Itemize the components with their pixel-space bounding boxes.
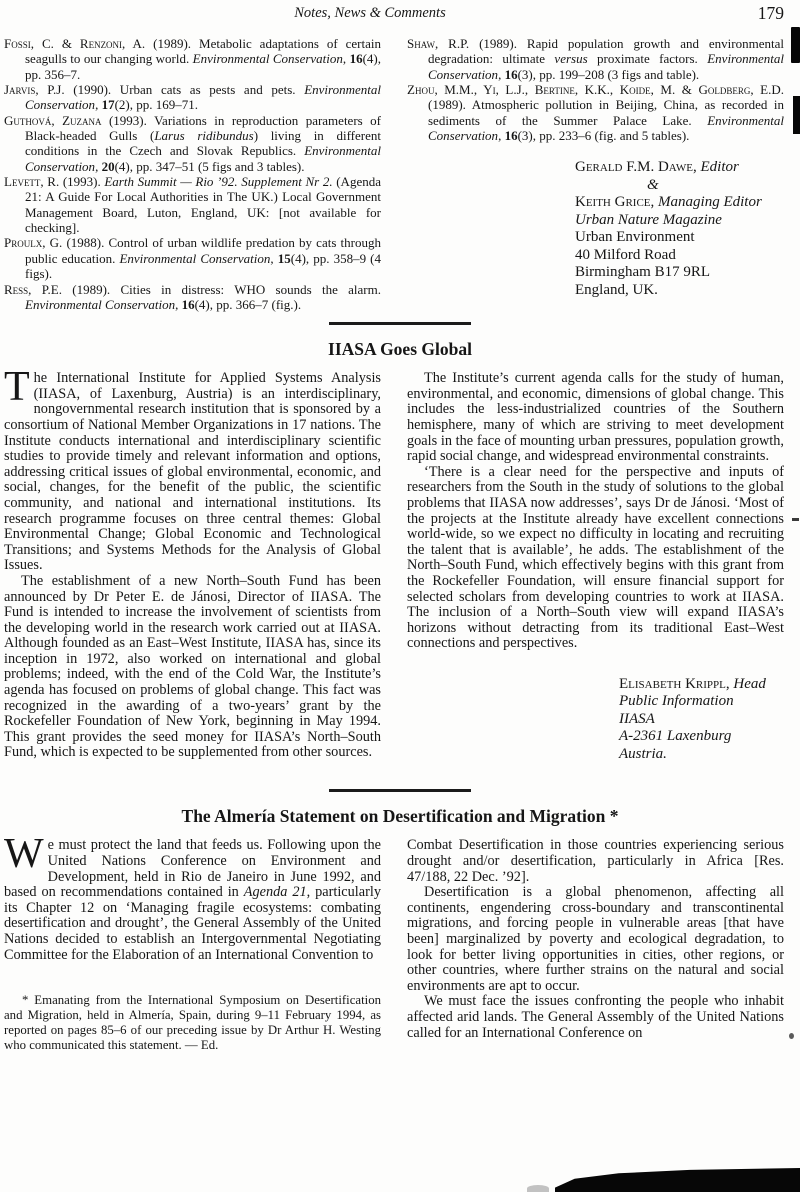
reference-item: Zhou, M.M., Yi, L.J., Bertine, K.K., Koide, M. & Goldberg, E.D. (1989). Atmospheric pollution in Beijing, China, as recorded in sediments of the Summer Palace Lake. Environmental Conservation, 16(3), pp. 233–6 (fig. and 5 tables). bbox=[407, 82, 784, 144]
paragraph: The establishment of a new North–South Fund has been announced by Dr Peter E. de Jánosi, Director of IIASA. The Fund is intended to increase the involvement of scientists from the developing world in the research work carried out at IIASA. Although founded as an East–West Institute, IIASA has, since its inception in 1972, also worked on international and global problems; indeed, with the end of the Cold War, the Institute’s agenda has focused on problems of global change. This fact was recognized in the awarding of a two-years’ grant by the Rockefeller Foundation of New York, beginning in May 1994. This grant provides the seed money for IIASA’s North–South Fund, which is expected to be supplemented from other sources. bbox=[4, 572, 381, 761]
paragraph: Combat Desertification in those countries experiencing serious drought and/or desertification, particularly in Africa [Res. 47/188, 22 Dec. ’92]. bbox=[407, 837, 784, 885]
scan-artifact-top-right bbox=[791, 27, 800, 63]
references-right-column bbox=[407, 36, 784, 312]
references-section bbox=[0, 36, 800, 312]
paragraph-text: he International Institute for Applied Systems Analysis (IIASA, of Laxenburg, Austria) is an interdisciplinary, nongovernmental research institution that is sponsored by a consortium of National Member Organizations in 17 nations. The Institute conducts international and interdisciplinary scientific studies to provide timely and relevant information and options, addressing critical issues of global environmental, economic, and social, changes, for the benefit of the public, the scientific community, and national and international institutions. Its research programme focuses on three central themes: Global Environmental Change; Global Economic and Technological Transitions; and Systems Methods for the Analysis of Global Issues. bbox=[4, 370, 381, 574]
section-title-iiasa: IIASA Goes Global bbox=[328, 339, 472, 360]
editor-line: Urban Environment bbox=[575, 229, 695, 246]
iiasa-signature-block bbox=[619, 676, 784, 764]
almeria-left-column bbox=[4, 831, 382, 1053]
paragraph bbox=[4, 831, 382, 963]
paragraph bbox=[4, 364, 381, 574]
drop-cap: W bbox=[4, 831, 44, 878]
signature-line: Elisabeth Krippl, Head bbox=[619, 675, 766, 692]
paragraph: Desertification is a global phenomenon, affecting all continents, engendering cross-boundary and transcontinental migrations, and forcing people in vulnerable areas [that have been] marginalized by poverty and ecological degradation, to look for better living opportunities in cities, other regions, or other countries, where further strains on the natural and social environments are apt to occur. bbox=[407, 884, 784, 994]
section-divider bbox=[329, 789, 471, 792]
scan-artifact-edge-dot bbox=[789, 1033, 794, 1039]
footnote: * Emanating from the International Symposium on Desertification and Migration, held in Almería, Spain, during 9–11 February 1994, as reported on pages 85–6 of our preceding issue by Dr Arthur H. Westing who communicated this statement. — Ed. bbox=[4, 993, 381, 1053]
iiasa-section bbox=[0, 364, 800, 763]
section-title-almeria: The Almería Statement on Desertification and Migration * bbox=[181, 806, 619, 827]
editor-line: Keith Grice, Managing Editor bbox=[575, 194, 762, 211]
running-title: Notes, News & Comments bbox=[294, 5, 446, 21]
scan-artifact-top-right-2 bbox=[793, 96, 800, 134]
scan-artifact-edge-mark bbox=[792, 518, 799, 521]
references-left-column bbox=[4, 36, 381, 312]
editor-line: & bbox=[647, 176, 659, 193]
reference-item: Ress, P.E. (1989). Cities in distress: WHO sounds the alarm. Environmental Conservation, 16(4), pp. 366–7 (fig.). bbox=[4, 281, 381, 312]
editor-signature-block bbox=[575, 159, 784, 299]
paragraph: ‘There is a clear need for the perspective and inputs of researchers from the South in the study of solutions to the global problems that IIASA now addresses’, says Dr de Jánosi. ‘Most of the projects at the Institute already have excellent connections world-wide, so we expect no difficulty in locating and recruiting the talent that is available’, he adds. The establishment of the North–South Fund, which effectively begins with this grant from the Rockefeller Foundation, will ensure financial support for selected scholars from developing countries to work at IIASA. The inclusion of a North–South view will expand IIASA’s horizons without detracting from its traditional East–West connections and perspectives. bbox=[407, 463, 784, 652]
signature-line: IIASA bbox=[619, 710, 655, 727]
section-divider bbox=[329, 322, 471, 325]
paragraph: The Institute’s current agenda calls for the study of human, environmental, and economic, dimensions of global change. This includes the less-industrialized countries of the Southern hemisphere, many of which are striving to meet development goals in the face of mounting urban pressures, population growth, rapid social change, and widespread environmental constraints. bbox=[407, 370, 784, 465]
almeria-section bbox=[0, 831, 800, 1053]
paragraph: We must face the issues confronting the people who inhabit affected arid lands. The General Assembly of the United Nations called for an International Conference on bbox=[407, 993, 784, 1041]
editor-line: Birmingham B17 9RL bbox=[575, 264, 710, 281]
iiasa-right-column bbox=[407, 371, 784, 763]
scan-artifact-bottom-bar bbox=[555, 1168, 800, 1192]
reference-item: Proulx, G. (1988). Control of urban wildlife predation by cats through public education. Environmental Conservation, 15(4), pp. 358–9 (4 figs). bbox=[4, 235, 382, 282]
editor-line: Gerald F.M. Dawe, Editor bbox=[575, 159, 739, 176]
paragraph-text: e must protect the land that feeds us. Following upon the United Nations Conference on Environment and Development, held in Rio de Janeiro in June 1992, and based on recommendations contained in Agenda 21, particularly its Chapter 12 on ‘Managing fragile ecosystems: combating desertification and drought’, the General Assembly of the United Nations decided to establish an Intergovernmental Negotiating Committee for the Elaboration of an International Convention to bbox=[4, 837, 382, 963]
reference-item: Guthová, Zuzana (1993). Variations in reproduction parameters of Black-headed Gulls (Larus ridibundus) living in different conditions in the Czech and Slovak Republics. Environmental Conservation, 20(4), pp. 347–51 (5 figs and 3 tables). bbox=[4, 112, 381, 174]
signature-line: Public Information bbox=[619, 693, 734, 710]
scan-artifact-bottom-smudge bbox=[527, 1185, 549, 1192]
editor-line: 40 Milford Road bbox=[575, 246, 676, 263]
iiasa-left-column bbox=[4, 364, 381, 763]
reference-item: Jarvis, P.J. (1990). Urban cats as pests and pets. Environmental Conservation, 17(2), pp. 169–71. bbox=[4, 82, 381, 113]
editor-line: England, UK. bbox=[575, 281, 658, 298]
drop-cap: T bbox=[4, 364, 30, 411]
reference-item: Fossi, C. & Renzoni, A. (1989). Metabolic adaptations of certain seagulls to our changing world. Environmental Conservation, 16(4), pp. 356–7. bbox=[4, 36, 382, 82]
page-header bbox=[0, 0, 800, 30]
page-number: 179 bbox=[757, 3, 784, 23]
almeria-right-column bbox=[407, 838, 784, 1053]
reference-item: Shaw, R.P. (1989). Rapid population growth and environmental degradation: ultimate versus proximate factors. Environmental Conservation, 16(3), pp. 199–208 (3 figs and table). bbox=[407, 36, 785, 82]
signature-line: A-2361 Laxenburg bbox=[619, 728, 732, 745]
reference-item: Levett, R. (1993). Earth Summit — Rio ’92. Supplement Nr 2. (Agenda 21: A Guide For Local Authorities in The UK.) Local Government Management Board, Luton, England, UK: [not available for checking]. bbox=[4, 174, 381, 236]
editor-line: Urban Nature Magazine bbox=[575, 211, 722, 228]
signature-line: Austria. bbox=[619, 745, 667, 762]
